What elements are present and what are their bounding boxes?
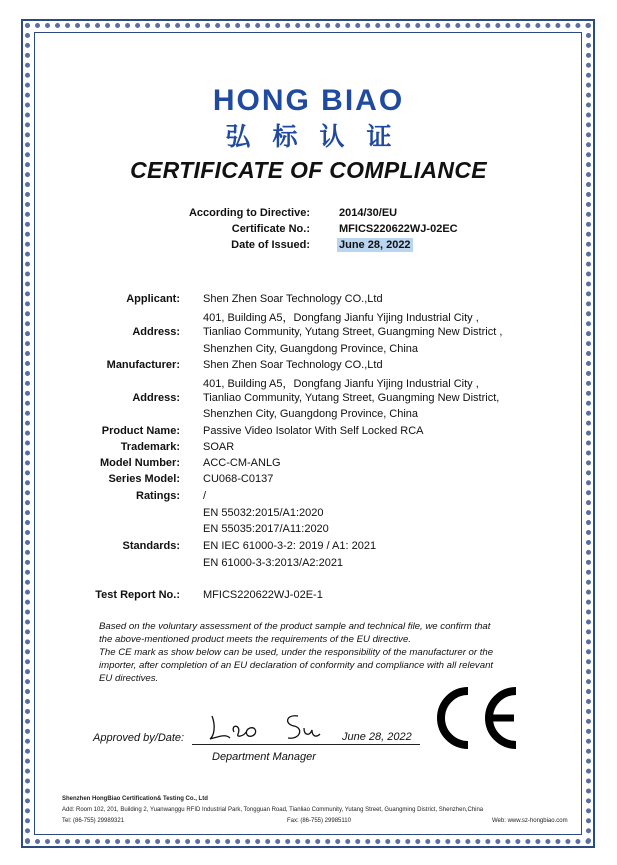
manufacturer-address-line: Tianliao Community, Yutang Street, Guangming New District, (203, 392, 500, 404)
standard-item: EN 61000-3-3:2013/A2:2021 (203, 557, 344, 569)
directive-value: 2014/30/EU (339, 207, 398, 219)
directive-label: According to Directive: (188, 207, 310, 219)
footer-tel: Tel: (86-755) 29989321 (62, 818, 125, 824)
ratings-value: / (203, 490, 207, 502)
model-number-value: ACC-CM-ANLG (203, 457, 281, 469)
statement-line: importer, after completion of an EU declaration of conformity and compliance with all relevant (99, 660, 494, 671)
footer-company: Shenzhen HongBiao Certification& Testing Co., Ltd (62, 796, 208, 802)
ce-mark-icon (430, 685, 522, 751)
statement-line: Based on the voluntary assessment of the product sample and technical file, we confirm that (99, 621, 491, 632)
trademark-label: Trademark: (120, 441, 180, 453)
manufacturer-address-label: Address: (132, 392, 180, 404)
standard-item: EN 55032:2015/A1:2020 (203, 507, 324, 519)
footer-fax: Fax: (86-755) 29985110 (287, 818, 351, 824)
trademark-value: SOAR (203, 441, 235, 453)
test-report-label: Test Report No.: (95, 589, 180, 601)
manufacturer-address-line: Shenzhen City, Guangdong Province, China (203, 408, 419, 420)
statement-line: The CE mark as show below can be used, under the responsibility of the manufacturer or the (99, 647, 494, 658)
manufacturer-label: Manufacturer: (106, 359, 180, 371)
model-number-label: Model Number: (99, 457, 180, 469)
date-issued-value: June 28, 2022 (339, 239, 411, 251)
test-report-value: MFICS220622WJ-02E-1 (203, 589, 323, 601)
statement-line: the above-mentioned product meets the requirements of the EU directive. (99, 634, 411, 645)
logo-text-cn: 弘标认证 (225, 123, 414, 151)
approved-by-label: Approved by/Date: (93, 732, 185, 744)
approval-date: June 28, 2022 (342, 731, 412, 743)
manufacturer-address-line: 401, Building A5，Dongfang Jianfu Yijing Industrial City , (203, 378, 479, 390)
standard-item: EN IEC 61000-3-2: 2019 / A1: 2021 (203, 540, 377, 552)
date-issued-label: Date of Issued: (231, 239, 310, 251)
applicant-address-line: Tianliao Community, Yutang Street, Guangming New District , (203, 326, 503, 338)
applicant-address-label: Address: (132, 326, 180, 338)
ratings-label: Ratings: (136, 490, 180, 502)
standards-label: Standards: (122, 540, 180, 552)
signature-line (192, 744, 420, 745)
certificate-no-value: MFICS220622WJ-02EC (339, 223, 458, 235)
approver-role: Department Manager (212, 751, 316, 763)
signature-image (200, 706, 330, 746)
series-model-value: CU068-C0137 (203, 473, 274, 485)
product-name-value: Passive Video Isolator With Self Locked RCA (203, 425, 424, 437)
footer-address: Add: Room 102, 201, Building 2, Yuanwanggu RFID Industrial Park, Tongguan Road, Tianliao Community, Yutang Street, Guangming District, Shenzhen,China (62, 807, 484, 813)
standard-item: EN 55035:2017/A11:2020 (203, 523, 329, 535)
footer-web: Web: www.sz-hongbiao.com (492, 818, 568, 824)
product-name-label: Product Name: (101, 425, 180, 437)
applicant-address-line: Shenzhen City, Guangdong Province, China (203, 343, 419, 355)
certificate-title: CERTIFICATE OF COMPLIANCE (130, 157, 487, 183)
certificate-no-label: Certificate No.: (231, 223, 310, 235)
statement-line: EU directives. (99, 673, 159, 684)
logo-text-en: HONG BIAO (212, 84, 405, 117)
applicant-value: Shen Zhen Soar Technology CO.,Ltd (203, 293, 383, 305)
applicant-label: Applicant: (126, 293, 180, 305)
applicant-address-line: 401, Building A5，Dongfang Jianfu Yijing Industrial City , (203, 312, 479, 324)
series-model-label: Series Model: (108, 473, 180, 485)
manufacturer-value: Shen Zhen Soar Technology CO.,Ltd (203, 359, 383, 371)
